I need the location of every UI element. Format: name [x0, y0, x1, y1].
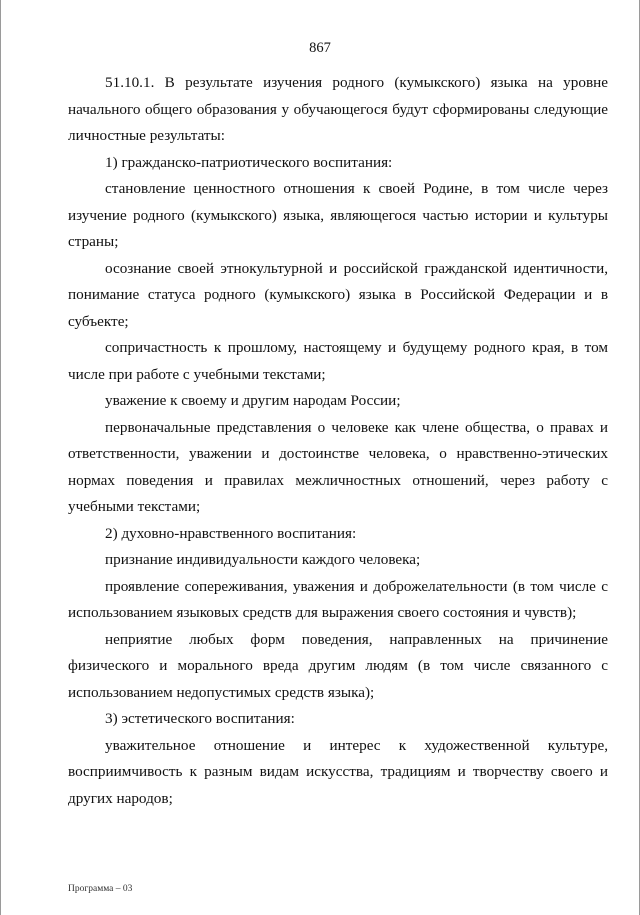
- paragraph-item: уважительное отношение и интерес к художественной культуре, восприимчивость к разным видам искусства, традициям и творчеству своего и других народов;: [68, 736, 608, 807]
- paragraph-item: уважение к своему и другим народам России;: [105, 392, 401, 409]
- paragraph-item: первоначальные представления о человеке как члене общества, о правах и ответственности, уважении и достоинстве человека, о нравственно-этических нормах поведения и правилах межличностных отношений, через работу с учебными текстами;: [68, 418, 608, 515]
- page-number: 867: [309, 40, 331, 56]
- paragraph-intro: 51.10.1. В результате изучения родного (кумыкского) языка на уровне начального общего образования у обучающегося будут сформированы следующие личностные результаты:: [68, 74, 608, 144]
- document-body: [68, 70, 608, 812]
- paragraph-item: неприятие любых форм поведения, направленных на причинение физического и морального вреда другим людям (в том числе связанного с использованием недопустимых средств языка);: [68, 630, 608, 701]
- page-footer: Программа – 03: [68, 884, 133, 894]
- paragraph-heading-aesthetic: 3) эстетического воспитания:: [105, 710, 295, 727]
- paragraph-item: становление ценностного отношения к своей Родине, в том числе через изучение родного (кумыкского) языка, являющегося частью истории и культуры страны;: [68, 180, 608, 250]
- paragraph-heading-civic: 1) гражданско-патриотического воспитания:: [105, 153, 393, 171]
- paragraph-item: признание индивидуальности каждого человека;: [105, 551, 421, 568]
- paragraph-item: проявление сопереживания, уважения и доброжелательности (в том числе с использованием языковых средств для выражения своего состояния и чувств);: [68, 577, 608, 621]
- paragraph-item: сопричастность к прошлому, настоящему и будущему родного края, в том числе при работе с учебными текстами;: [68, 339, 608, 383]
- paragraph-heading-moral: 2) духовно-нравственного воспитания:: [105, 524, 357, 542]
- paragraph-item: осознание своей этнокультурной и российской гражданской идентичности, понимание статуса родного (кумыкского) языка в Российской Федерации и в субъекте;: [68, 259, 608, 330]
